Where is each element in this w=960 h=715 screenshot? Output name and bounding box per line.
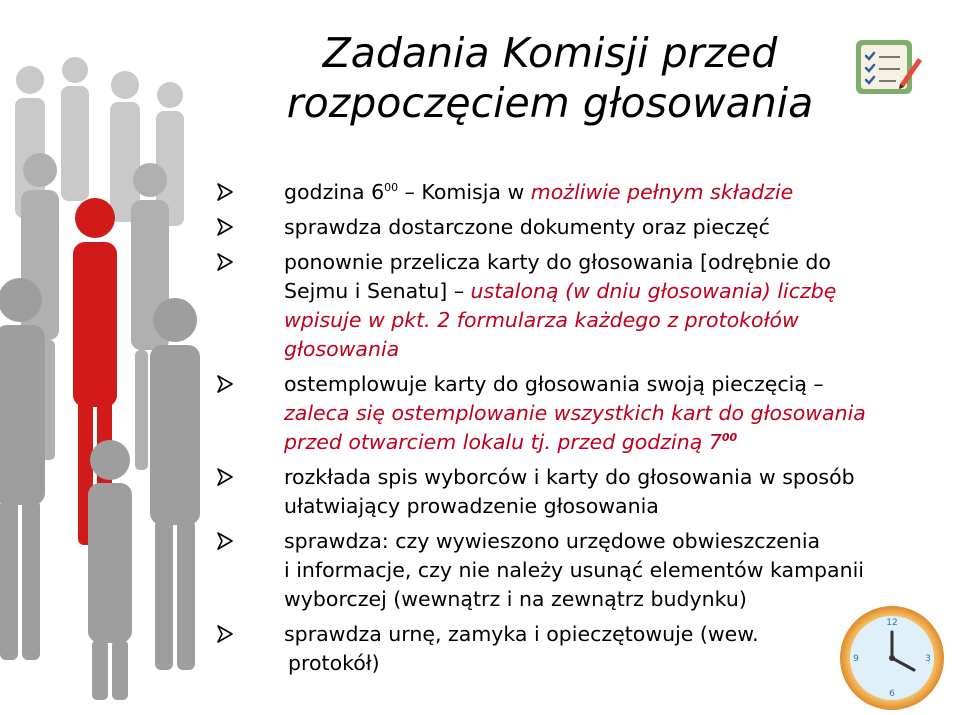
arrow-bullet-icon xyxy=(214,373,236,395)
highlight-text: zaleca się ostemplowanie wszystkich kart do głosowania xyxy=(284,401,866,425)
item-text: i informacje, czy nie należy usunąć elementów kampanii xyxy=(284,558,865,582)
people-figures-illustration xyxy=(0,40,200,700)
item-text: ułatwiający prowadzenie głosowania xyxy=(284,494,659,518)
svg-text:12: 12 xyxy=(886,618,898,628)
list-item xyxy=(206,370,926,457)
item-text: protokół) xyxy=(288,651,380,675)
list-item xyxy=(206,248,926,364)
highlight-text: możliwie pełnym składzie xyxy=(530,180,794,204)
task-list xyxy=(206,178,926,684)
item-text: sprawdza: czy wywieszono urzędowe obwieszczenia xyxy=(284,529,821,553)
arrow-bullet-icon xyxy=(214,623,236,645)
item-text: rozkłada spis wyborców i karty do głosowania w sposób xyxy=(284,465,855,489)
svg-text:6: 6 xyxy=(889,689,895,699)
highlight-text: głosowania xyxy=(284,337,400,361)
arrow-bullet-icon xyxy=(214,530,236,552)
item-text: ponownie przelicza karty do głosowania [odrębnie do xyxy=(284,250,831,274)
item-text: wyborczej (wewnątrz i na zewnątrz budynku) xyxy=(284,587,747,611)
svg-text:9: 9 xyxy=(853,654,859,664)
item-text: ostemplowuje karty do głosowania swoją pieczęcią – xyxy=(284,372,824,396)
title-line-1: Zadania Komisji przed xyxy=(322,29,778,77)
arrow-bullet-icon xyxy=(214,466,236,488)
arrow-bullet-icon xyxy=(214,181,236,203)
item-text: Sejmu i Senatu] – xyxy=(284,279,471,303)
arrow-bullet-icon xyxy=(214,216,236,238)
list-item xyxy=(206,178,926,207)
item-text: sprawdza dostarczone dokumenty oraz pieczęć xyxy=(284,215,770,239)
item-text: godzina 6 xyxy=(284,180,385,204)
superscript: 00 xyxy=(721,431,738,445)
item-text: sprawdza urnę, zamyka i opieczętowuje (wew. xyxy=(284,622,759,646)
svg-text:3: 3 xyxy=(925,654,931,664)
page-title xyxy=(200,28,900,128)
highlight-text: wpisuje w pkt. 2 formularza każdego z protokołów xyxy=(284,308,799,332)
title-line-2: rozpoczęciem głosowania xyxy=(286,79,814,127)
superscript: 00 xyxy=(384,181,399,195)
arrow-bullet-icon xyxy=(214,251,236,273)
list-item xyxy=(206,527,926,614)
item-text: – Komisja w xyxy=(398,180,531,204)
checklist-clipboard-icon xyxy=(852,36,924,98)
highlight-text: ustaloną (w dniu głosowania) liczbę xyxy=(470,279,837,303)
clock-icon xyxy=(832,600,952,710)
highlight-text: przed otwarciem lokalu tj. przed godziną 7 xyxy=(284,430,722,454)
list-item xyxy=(206,463,926,521)
list-item xyxy=(206,213,926,242)
list-item xyxy=(206,620,926,678)
